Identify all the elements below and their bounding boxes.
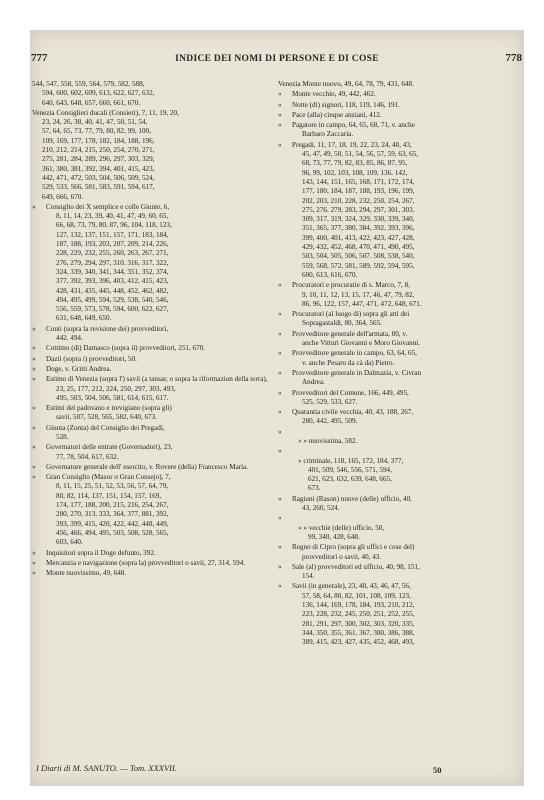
entry-line: Procuratori (al luogo di) sopra gli atti dei: [292, 310, 410, 319]
ditto-mark: »: [278, 494, 282, 503]
entry-line: 136, 144, 169, 178, 184, 193, 210, 212,: [302, 601, 415, 610]
entry-line: 127, 132, 137, 151, 157, 171, 183, 184,: [56, 230, 169, 239]
index-entry: [32, 549, 274, 558]
ditto-mark: »: [278, 408, 282, 417]
entry-line: 399, 400, 401, 413, 422, 423, 427, 428,: [302, 233, 415, 242]
index-entry: [32, 325, 274, 344]
entry-body: [46, 424, 274, 443]
entry-body: [32, 109, 274, 202]
entry-line: 495, 503, 504, 506, 581, 614, 615, 617.: [56, 393, 169, 402]
ditto-mark: »: [32, 344, 36, 353]
entry-line: Procuratori e procuratie di s. Marco, 7, 8,: [292, 281, 410, 290]
entry-line: 202, 203, 210, 228, 232, 250, 254, 267,: [302, 196, 415, 205]
ditto-mark: »: [278, 447, 282, 456]
entry-line: Mercanzia e navigazione (sopra la) provveditori o savii, 27, 314, 594.: [46, 558, 246, 567]
entry-line: 275, 281, 284, 289, 296, 297, 303, 329,: [42, 155, 155, 164]
ditto-mark: »: [32, 375, 36, 384]
index-entry: [278, 543, 522, 562]
entry-line: Venezia Consiglieri ducali (Consieri), 7, 11, 19, 20,: [32, 108, 179, 117]
entry-line: 621, 623, 632, 639, 648, 665,: [308, 475, 392, 484]
entry-line: 631, 648, 649, 650.: [56, 314, 112, 323]
entry-line: provveditori o savii, 40, 43.: [302, 552, 382, 561]
entry-body: [292, 495, 522, 514]
page-number-right: 778: [505, 52, 522, 64]
entry-body: [292, 369, 522, 388]
entry-body: [46, 355, 274, 364]
index-entry: [278, 514, 522, 542]
entry-body: [292, 389, 522, 408]
entry-line: 68, 73, 77, 79, 82, 83, 85, 86, 87, 95,: [302, 159, 408, 168]
entry-line: Sale (al) provveditori ed ufficio, 40, 98, 151,: [292, 562, 420, 571]
ditto-mark: »: [278, 310, 282, 319]
entry-line: Doge, v. Gritti Andrea.: [46, 364, 112, 373]
entry-body: [292, 121, 522, 140]
book-page: [30, 30, 524, 786]
entry-line: Consiglio dei X semplice e colle Giunte, 6,: [46, 202, 170, 211]
entry-line: 309, 317, 319, 324, 329, 330, 339, 340,: [302, 215, 415, 224]
entry-line: 109, 169, 177, 178, 182, 184, 188, 196,: [42, 136, 155, 145]
entry-line: Giunta (Zonta) del Consiglio dei Pregadi,: [46, 423, 165, 432]
entry-line: Gran Consiglio (Mazor o Gran Consejo), 7,: [46, 473, 171, 482]
entry-line: 494, 495, 499, 594, 529, 538, 540, 546,: [56, 295, 169, 304]
index-entry: [278, 447, 522, 493]
entry-line: 603, 640.: [56, 538, 83, 547]
entry-line: 57, 58, 64, 80, 82, 101, 108, 109, 123,: [302, 591, 411, 600]
entry-line: 23, 24, 26, 38, 40, 41, 47, 50, 51, 54,: [42, 118, 148, 127]
index-entry: [278, 428, 522, 447]
entry-line: Provveditore generale in campo, 63, 64, 65,: [292, 349, 417, 358]
entry-body: [46, 375, 274, 403]
entry-body: [292, 101, 522, 110]
entry-line: 210, 212, 214, 215, 250, 254, 270, 271,: [42, 146, 155, 155]
entry-line: 401, 509, 546, 556, 571, 594,: [308, 465, 392, 474]
entry-line: Provveditori del Comune, 166, 449, 495,: [292, 388, 409, 397]
entry-line: » » vecchie (delle) ufficio, 50,: [298, 523, 385, 532]
entry-line: Conti (sopra la revisione dei) provveditori,: [46, 324, 169, 333]
entry-line: Governatori delle entrate (Governadori), 23,: [46, 443, 173, 452]
entry-line: Inquisitori sopra il Doge defunto, 392.: [46, 548, 156, 557]
entry-line: Pace (alla) cinque anziani, 412.: [292, 110, 382, 119]
entry-line: 43, 260, 524.: [302, 504, 340, 513]
entry-body: [46, 365, 274, 374]
entry-line: 177, 180, 184, 187, 188, 193, 196, 199,: [302, 187, 415, 196]
ditto-mark: »: [278, 121, 282, 130]
entry-line: 389, 415, 423, 427, 435, 452, 468, 493,: [302, 638, 415, 647]
entry-line: 80, 82, 114, 137, 151, 154, 157, 169,: [56, 491, 162, 500]
entry-line: 393, 399, 415, 420, 422, 442, 448, 449,: [56, 519, 169, 528]
entry-body: [46, 549, 274, 558]
entry-line: 529, 533, 566, 581, 583, 591, 594, 617,: [42, 183, 155, 192]
entry-body: [292, 563, 522, 582]
index-entry: [278, 121, 522, 140]
entry-line: 544, 547, 558, 559, 564, 579, 582, 588,: [32, 80, 145, 88]
entry-line: 45, 47, 49, 50, 51, 54, 56, 57, 59, 63, 65,: [302, 150, 419, 159]
entry-line: anche Vitturi Giovanni e Moro Giovanni.: [302, 339, 421, 348]
entry-body: [298, 437, 522, 446]
entry-line: 143, 144, 151, 165, 168, 171, 172, 174,: [302, 177, 415, 186]
left-column: [32, 80, 274, 579]
entry-line: 154.: [302, 572, 315, 581]
entry-line: Ragioni (Rason) nuove (delle) ufficio, 40,: [292, 494, 412, 503]
right-column: [278, 80, 522, 649]
entry-body: [292, 310, 522, 329]
index-entry: [278, 330, 522, 349]
entry-line: Notte (di) signori, 118, 119, 146, 191.: [292, 100, 400, 109]
index-entry: [278, 563, 522, 582]
entry-line: Venezia Monte nuovo, 49, 64, 78, 79, 431, 648.: [278, 80, 414, 88]
entry-line: 66, 68, 73, 79, 80, 87, 96, 104, 118, 123,: [56, 221, 172, 230]
entry-body: [46, 443, 274, 462]
entry-body: [46, 473, 274, 547]
entry-line: 344, 350, 355, 361, 367, 380, 386, 388,: [302, 628, 415, 637]
entry-line: Pagatore in campo, 64, 65, 68, 71, v. anche: [292, 121, 415, 130]
entry-line: 8, 11, 15, 25, 51, 52, 53, 56, 57, 64, 79,: [56, 482, 169, 491]
entry-line: 456, 466, 494, 495, 503, 508, 528, 565,: [56, 528, 169, 537]
column-divider: [275, 80, 276, 760]
entry-body: [298, 457, 522, 494]
entry-line: 281, 291, 297, 300, 302, 303, 320, 335,: [302, 619, 415, 628]
entry-line: Quarantia civile vecchia, 40, 43, 188, 267,: [292, 408, 414, 417]
ditto-mark: »: [278, 582, 282, 591]
index-entry: [278, 101, 522, 110]
entry-line: Sopragastaldi, 80, 364, 565.: [302, 319, 382, 328]
entry-line: Pregadi, 11, 17, 18, 19, 22, 23, 24, 40, 43,: [292, 140, 412, 149]
entry-line: 361, 380, 381, 392, 394, 401, 415, 423,: [42, 164, 155, 173]
ditto-mark: »: [32, 423, 36, 432]
entry-body: [292, 408, 522, 427]
entry-line: 556, 559, 573, 578, 594, 600, 622, 627,: [56, 305, 169, 314]
entry-line: Provveditore generale in Dalmazia, v. Civran: [292, 368, 422, 377]
entry-line: Dazii (sopra i) provveditori, 50.: [46, 354, 137, 363]
index-entry: [32, 443, 274, 462]
ditto-mark: »: [278, 514, 282, 523]
entry-line: 594, 600, 602, 609, 613, 622, 627, 632,: [42, 89, 155, 98]
entry-body: [292, 111, 522, 120]
ditto-mark: »: [32, 324, 36, 333]
index-entry: [32, 203, 274, 324]
entry-line: 280, 270, 313, 333, 364, 377, 881, 392,: [56, 510, 169, 519]
entry-body: [292, 330, 522, 349]
page-header: [30, 52, 524, 70]
index-entry: [32, 424, 274, 443]
entry-line: 673.: [308, 484, 321, 493]
entry-line: 223, 228, 232, 245, 250, 251, 252, 255,: [302, 610, 415, 619]
ditto-mark: »: [32, 462, 36, 471]
entry-line: Savii (in generale), 23, 40, 43, 46, 47, 56,: [292, 582, 411, 591]
ditto-mark: »: [32, 202, 36, 211]
entry-body: [292, 90, 522, 99]
ditto-mark: »: [278, 281, 282, 290]
footer-title: I Diarii di M. SANUTO. — Tom. XXXVII.: [36, 763, 177, 773]
entry-line: 428, 431, 435, 445, 448, 452, 462, 482,: [56, 286, 169, 295]
index-entry: [278, 111, 522, 120]
ditto-mark: »: [278, 349, 282, 358]
entry-body: [46, 463, 274, 472]
entry-line: 429, 432, 452, 468, 470, 471, 490, 495,: [302, 243, 415, 252]
index-entry: [32, 404, 274, 423]
ditto-mark: »: [278, 543, 282, 552]
entry-line: 9, 10, 11, 12, 13, 15, 17, 46, 47, 79, 82,: [302, 290, 415, 299]
index-entry: [32, 80, 274, 108]
entry-line: Barbaro Zaccaria.: [302, 130, 354, 139]
entry-line: 649, 666, 670.: [42, 192, 84, 201]
ditto-mark: »: [278, 368, 282, 377]
signature-mark: 50: [433, 765, 442, 775]
entry-body: [292, 141, 522, 280]
entry-line: 559, 568, 572, 581, 589, 592, 594, 595,: [302, 261, 415, 270]
entry-line: v. anche Pesaro da cà da) Pietro.: [302, 358, 395, 367]
ditto-mark: »: [278, 90, 282, 99]
entry-line: Estimi del padovano e trevigiano (sopra gli): [46, 404, 172, 413]
index-entry: [278, 582, 522, 647]
entry-line: 275, 276. 279, 283, 294, 297, 301, 303.: [302, 205, 415, 214]
entry-line: 77, 78, 504, 617, 632.: [56, 452, 119, 461]
entry-line: » » nuovissima, 582.: [298, 436, 358, 445]
entry-line: Monte nuovissimo, 49, 648.: [46, 569, 127, 578]
entry-line: 96, 99, 102, 103, 108, 109, 136. 142,: [302, 168, 408, 177]
entry-line: 187, 188, 193, 203, 207, 209, 214, 226,: [56, 240, 169, 249]
entry-line: 8, 11, 14, 23, 39, 40, 41, 47, 49, 60, 65,: [56, 212, 169, 221]
entry-line: 351, 365, 377, 380, 384, 392, 393, 396,: [302, 224, 415, 233]
index-entry: [278, 310, 522, 329]
page-number-left: 777: [31, 52, 48, 64]
index-entry: [278, 349, 522, 368]
entry-body: [46, 559, 274, 568]
ditto-mark: »: [32, 364, 36, 373]
entry-line: 23, 25, 177, 212, 224, 250, 297, 303, 493,: [56, 384, 176, 393]
index-entry: [32, 569, 274, 578]
index-entry: [278, 90, 522, 99]
entry-line: 174, 177, 188, 200, 215, 216, 254, 267,: [56, 501, 169, 510]
entry-line: Cottimo (di) Damasco (sopra il) provveditori, 251, 670.: [46, 344, 206, 353]
entry-line: Monte vecchio, 49, 442, 462.: [292, 90, 376, 99]
entry-body: [46, 569, 274, 578]
entry-line: 640, 643, 648, 657, 660, 661, 670.: [42, 98, 141, 107]
ditto-mark: »: [32, 404, 36, 413]
index-entry: [32, 365, 274, 374]
ditto-mark: »: [32, 354, 36, 363]
entry-line: 600, 613, 616, 670.: [302, 270, 358, 279]
ditto-mark: »: [32, 558, 36, 567]
entry-body: [46, 325, 274, 344]
index-entry: [278, 141, 522, 280]
entry-body: [32, 80, 274, 108]
index-entry: [32, 473, 274, 547]
ditto-mark: »: [32, 569, 36, 578]
ditto-mark: »: [278, 140, 282, 149]
entry-line: 57, 64, 65, 73, 77, 79, 80, 82, 99, 100,: [42, 127, 151, 136]
ditto-mark: »: [278, 110, 282, 119]
entry-line: 442. 494.: [56, 334, 83, 343]
entry-line: 528.: [56, 432, 69, 441]
entry-line: 525, 529, 533, 627.: [302, 397, 358, 406]
entry-line: Andrea.: [302, 378, 325, 387]
entry-line: Provveditore generale dell'armata, 80, v.: [292, 329, 408, 338]
entry-line: savii, 507, 528, 565, 582, 640, 673.: [56, 413, 157, 422]
entry-body: [46, 203, 274, 324]
ditto-mark: »: [32, 473, 36, 482]
index-entry: [278, 408, 522, 427]
entry-line: 442, 471, 472, 503, 504, 506, 509, 524,: [42, 173, 155, 182]
entry-body: [298, 524, 522, 543]
entry-line: 324, 339, 340, 341, 344, 351, 352, 374,: [56, 267, 169, 276]
index-entry: [278, 495, 522, 514]
entry-body: [278, 80, 522, 89]
entry-line: 99, 340, 428, 648.: [308, 532, 360, 541]
index-entry: [32, 463, 274, 472]
index-entry: [278, 369, 522, 388]
entry-line: » criminale, 118, 165, 172, 184, 377,: [298, 456, 404, 465]
index-entry: [278, 80, 522, 89]
ditto-mark: »: [32, 443, 36, 452]
entry-line: 377, 392, 393, 396, 403, 412, 415, 423,: [56, 277, 169, 286]
entry-line: 228, 229, 232, 255, 260, 263, 267, 271,: [56, 249, 169, 258]
entry-body: [46, 404, 274, 423]
entry-body: [292, 543, 522, 562]
entry-body: [292, 349, 522, 368]
index-entry: [32, 109, 274, 202]
index-entry: [32, 344, 274, 353]
entry-line: Estimo di Venezia (sopra l') savii (a tansar, o sopra la riformazion della terra),: [46, 375, 268, 384]
index-entry: [278, 389, 522, 408]
entry-body: [46, 344, 274, 353]
index-entry: [278, 281, 522, 309]
entry-body: [292, 281, 522, 309]
ditto-mark: »: [278, 562, 282, 571]
index-entry: [32, 355, 274, 364]
ditto-mark: »: [278, 100, 282, 109]
ditto-mark: »: [32, 548, 36, 557]
index-entry: [32, 375, 274, 403]
entry-line: 86, 96, 122, 157, 447, 471, 472, 648, 671.: [302, 299, 422, 308]
entry-line: 280, 442, 495, 509.: [302, 417, 358, 426]
running-title: INDICE DEI NOMI DI PERSONE E DI COSE: [175, 54, 379, 64]
entry-line: Regno di Cipro (sopra gli uffici e cose del): [292, 543, 415, 552]
index-entry: [32, 559, 274, 568]
entry-body: [292, 582, 522, 647]
ditto-mark: »: [278, 329, 282, 338]
entry-line: 503, 504, 505, 506, 507. 508, 538, 540,: [302, 252, 415, 261]
ditto-mark: »: [278, 388, 282, 397]
entry-line: 276, 279, 294, 297, 310. 316, 317, 322,: [56, 258, 169, 267]
entry-line: Governatore generale dell' esercito, v. Rovere (della) Francesco Maria.: [46, 462, 249, 471]
ditto-mark: »: [278, 427, 282, 436]
